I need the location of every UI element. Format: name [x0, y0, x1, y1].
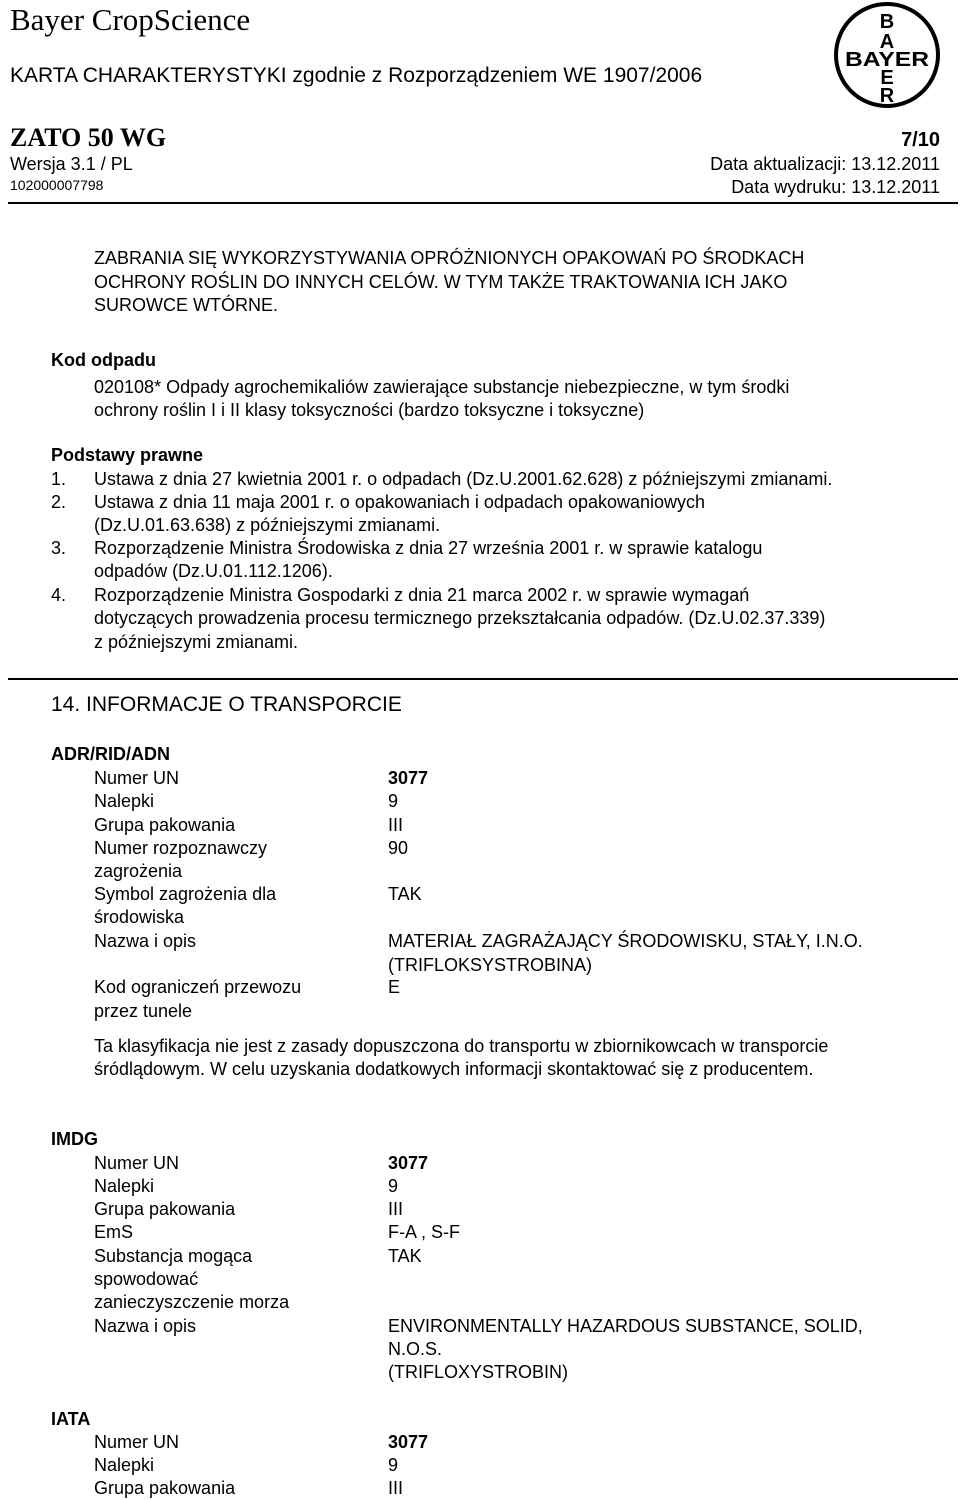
adr-label: zagrożenia: [94, 861, 183, 881]
legal-item-number: 1.: [51, 469, 67, 489]
svg-text:A: A: [879, 31, 895, 53]
legal-item-text: (Dz.U.01.63.638) z późniejszymi zmianami.: [94, 515, 441, 535]
version: Wersja 3.1 / PL: [10, 154, 133, 174]
warning-line: OCHRONY ROŚLIN DO INNYCH CELÓW. W TYM TAKŻE TRAKTOWANIA ICH JAKO: [94, 272, 788, 292]
imdg-value: F-A , S-F: [388, 1222, 460, 1242]
imdg-heading: IMDG: [51, 1129, 98, 1149]
legal-item-number: 2.: [51, 492, 67, 512]
iata-value: 9: [388, 1455, 399, 1475]
adr-heading: ADR/RID/ADN: [51, 744, 170, 764]
imdg-label: spowodować: [94, 1269, 199, 1289]
iata-label: Numer UN: [94, 1432, 180, 1452]
legal-item-text: Rozporządzenie Ministra Gospodarki z dnia 21 marca 2002 r. w sprawie wymagań: [94, 585, 750, 605]
warning-line: ZABRANIA SIĘ WYKORZYSTYWANIA OPRÓŻNIONYCH OPAKOWAŃ PO ŚRODKACH: [94, 248, 805, 268]
imdg-label: Nazwa i opis: [94, 1316, 197, 1336]
imdg-value: N.O.S.: [388, 1339, 443, 1359]
imdg-label: EmS: [94, 1222, 134, 1242]
update-date: Data aktualizacji: 13.12.2011: [710, 154, 940, 174]
svg-text:BAYER: BAYER: [845, 49, 930, 71]
iata-heading: IATA: [51, 1409, 91, 1429]
adr-value: 90: [388, 838, 409, 858]
imdg-value: 3077: [388, 1153, 429, 1173]
document-number: 102000007798: [10, 177, 104, 193]
imdg-value: 9: [388, 1176, 399, 1196]
section-heading: 14. INFORMACJE O TRANSPORCIE: [51, 693, 402, 716]
document-title: KARTA CHARAKTERYSTYKI zgodnie z Rozporządzeniem WE 1907/2006: [10, 64, 703, 87]
imdg-label: zanieczyszczenie morza: [94, 1292, 290, 1312]
iata-value: 3077: [388, 1432, 429, 1452]
adr-label: Nalepki: [94, 791, 155, 811]
adr-label: Kod ograniczeń przewozu: [94, 977, 302, 997]
iata-value: III: [388, 1478, 404, 1498]
adr-value: (TRIFLOKSYSTROBINA): [388, 955, 593, 975]
adr-value: E: [388, 977, 401, 997]
adr-label: przez tunele: [94, 1001, 193, 1021]
company-name: Bayer CropScience: [10, 2, 251, 37]
bayer-logo-icon: [832, 0, 942, 110]
print-date: Data wydruku: 13.12.2011: [731, 177, 940, 197]
header-divider: [8, 202, 958, 204]
legal-item-text: odpadów (Dz.U.01.112.1206).: [94, 561, 333, 581]
waste-code-line: ochrony roślin I i II klasy toksyczności (bardzo toksyczne i toksyczne): [94, 400, 645, 420]
legal-item-text: Ustawa z dnia 27 kwietnia 2001 r. o odpadach (Dz.U.2001.62.628) z późniejszymi zmianami.: [94, 469, 833, 489]
product-name: ZATO 50 WG: [10, 123, 167, 152]
adr-value: TAK: [388, 884, 422, 904]
adr-value: 9: [388, 791, 399, 811]
adr-label: Symbol zagrożenia dla: [94, 884, 277, 904]
adr-label: Nazwa i opis: [94, 931, 197, 951]
iata-label: Grupa pakowania: [94, 1478, 236, 1498]
legal-item-text: Ustawa z dnia 11 maja 2001 r. o opakowaniach i odpadach opakowaniowych: [94, 492, 706, 512]
adr-label: Grupa pakowania: [94, 815, 236, 835]
adr-label: środowiska: [94, 907, 185, 927]
legal-item-text: Rozporządzenie Ministra Środowiska z dnia 27 września 2001 r. w sprawie katalogu: [94, 538, 763, 558]
imdg-label: Numer UN: [94, 1153, 180, 1173]
imdg-value: (TRIFLOXYSTROBIN): [388, 1362, 569, 1382]
warning-line: SUROWCE WTÓRNE.: [94, 295, 278, 315]
svg-text:R: R: [879, 85, 895, 107]
legal-item-text: z późniejszymi zmianami.: [94, 632, 299, 652]
adr-note: Ta klasyfikacja nie jest z zasady dopuszczona do transportu w zbiornikowcach w transporcie: [94, 1036, 829, 1056]
imdg-label: Nalepki: [94, 1176, 155, 1196]
page-number: 7/10: [901, 129, 940, 151]
iata-label: Nalepki: [94, 1455, 155, 1475]
imdg-value: TAK: [388, 1246, 422, 1266]
imdg-label: Substancja mogąca: [94, 1246, 253, 1266]
section-divider: [8, 678, 958, 680]
imdg-value: ENVIRONMENTALLY HAZARDOUS SUBSTANCE, SOLID,: [388, 1316, 863, 1336]
legal-item-number: 3.: [51, 538, 67, 558]
adr-note: śródlądowym. W celu uzyskania dodatkowych informacji skontaktować się z producentem.: [94, 1059, 814, 1079]
legal-item-text: dotyczących prowadzenia procesu termicznego przekształcania odpadów. (Dz.U.02.37.339): [94, 608, 826, 628]
legal-item-number: 4.: [51, 585, 67, 605]
svg-text:E: E: [880, 67, 894, 89]
adr-label: Numer UN: [94, 768, 180, 788]
imdg-label: Grupa pakowania: [94, 1199, 236, 1219]
adr-value: MATERIAŁ ZAGRAŻAJĄCY ŚRODOWISKU, STAŁY, I.N.O.: [388, 931, 863, 951]
svg-text:B: B: [879, 11, 895, 33]
waste-code-line: 020108* Odpady agrochemikaliów zawierające substancje niebezpieczne, w tym środki: [94, 377, 790, 397]
imdg-value: III: [388, 1199, 404, 1219]
adr-label: Numer rozpoznawczy: [94, 838, 268, 858]
adr-value: III: [388, 815, 404, 835]
adr-value: 3077: [388, 768, 429, 788]
waste-code-heading: Kod odpadu: [51, 350, 156, 370]
legal-heading: Podstawy prawne: [51, 445, 204, 465]
